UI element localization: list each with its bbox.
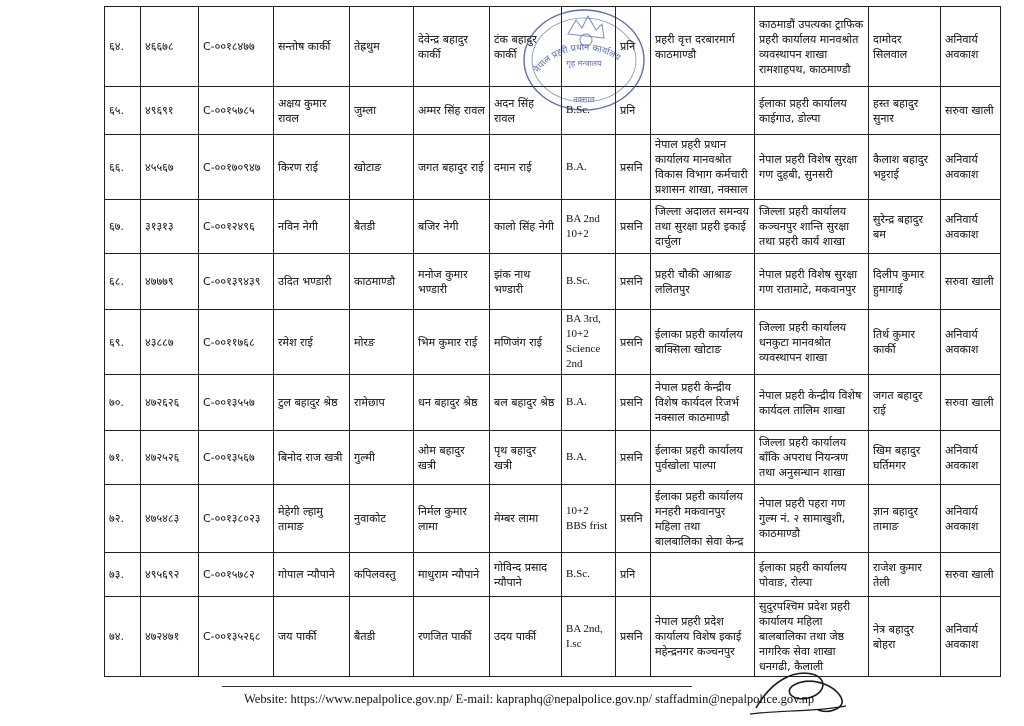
- father-name: माधुराम न्यौपाने: [414, 553, 490, 597]
- proposed-office: काठमाडौं उपत्यका ट्राफिक प्रहरी कार्यालय मानवश्रोत व्यवस्थापन शाखा रामशाहपथ, काठमाण्डौ: [755, 7, 869, 87]
- police-id: ४७७७९: [141, 254, 199, 310]
- education: BA 3rd, 10+2 Science 2nd: [562, 310, 616, 375]
- serial-number: ७१.: [105, 431, 141, 485]
- approver-name: कैलाश बहादुर भट्टराई: [869, 135, 941, 200]
- grandfather-name: झंक नाथ भण्डारी: [490, 254, 562, 310]
- transfer-type: अनिवार्य अवकाश: [941, 310, 1001, 375]
- rank: प्रसनि: [616, 135, 651, 200]
- current-office: [651, 553, 755, 597]
- proposed-office: ईलाका प्रहरी कार्यालय पोवाङ, रोल्पा: [755, 553, 869, 597]
- proposed-office: नेपाल प्रहरी पहरा गण गुल्म नं. २ सामाखुशी, काठमाण्डौ: [755, 485, 869, 553]
- current-office: जिल्ला अदालत समन्वय तथा सुरक्षा प्रहरी इकाई दार्चुला: [651, 200, 755, 254]
- home-district: रामेछाप: [350, 375, 414, 431]
- father-name: निर्मल कुमार लामा: [414, 485, 490, 553]
- serial-number: ७४.: [105, 597, 141, 677]
- police-id: ४७२४७१: [141, 597, 199, 677]
- home-district: बैतडी: [350, 200, 414, 254]
- father-name: अम्मर सिंह रावल: [414, 87, 490, 135]
- serial-number: ७२.: [105, 485, 141, 553]
- home-district: बैतडी: [350, 597, 414, 677]
- table-row: [105, 431, 1001, 485]
- serial-number: ६५.: [105, 87, 141, 135]
- table-row: [105, 135, 1001, 200]
- rank: प्रनि: [616, 7, 651, 87]
- serial-number: ६४.: [105, 7, 141, 87]
- officer-name: किरण राई: [274, 135, 350, 200]
- rank: प्रनि: [616, 553, 651, 597]
- approver-name: नेत्र बहादुर बोहरा: [869, 597, 941, 677]
- grandfather-name: उदय पार्की: [490, 597, 562, 677]
- education: BA 2nd, I.sc: [562, 597, 616, 677]
- transfer-type: अनिवार्य अवकाश: [941, 135, 1001, 200]
- table-row: [105, 375, 1001, 431]
- employee-code: C-००१२४९६: [199, 200, 274, 254]
- officer-name: उदित भण्डारी: [274, 254, 350, 310]
- current-office: प्रहरी चौकी आश्राङ ललितपुर: [651, 254, 755, 310]
- rank: प्रसनि: [616, 375, 651, 431]
- father-name: देवेन्द्र बहादुर कार्की: [414, 7, 490, 87]
- employee-code: C-००११७६८: [199, 310, 274, 375]
- serial-number: ६९.: [105, 310, 141, 375]
- seal-ministry-lettering: गृह मन्त्रालय: [566, 59, 602, 68]
- employee-code: C-००१३५५७: [199, 375, 274, 431]
- transfer-type: अनिवार्य अवकाश: [941, 200, 1001, 254]
- transfer-type: अनिवार्य अवकाश: [941, 7, 1001, 87]
- current-office: ईलाका प्रहरी कार्यालय पुर्वखोला पाल्पा: [651, 431, 755, 485]
- table-row: [105, 87, 1001, 135]
- grandfather-name: टंक बहादुर कार्की: [490, 7, 562, 87]
- police-id: ४६६७८: [141, 7, 199, 87]
- education: B.Sc.: [562, 553, 616, 597]
- proposed-office: जिल्ला प्रहरी कार्यालय बाँकि अपराध नियन्त्रण तथा अनुसन्धान शाखा: [755, 431, 869, 485]
- proposed-office: नेपाल प्रहरी विशेष सुरक्षा गण दुहबी, सुनसरी: [755, 135, 869, 200]
- police-id: ४३८८७: [141, 310, 199, 375]
- officer-name: सन्तोष कार्की: [274, 7, 350, 87]
- transfer-type: सरुवा खाली: [941, 254, 1001, 310]
- transfer-type: अनिवार्य अवकाश: [941, 485, 1001, 553]
- transfer-roster-table: [104, 6, 1001, 677]
- rank: प्रसनि: [616, 485, 651, 553]
- current-office: [651, 87, 755, 135]
- home-district: गुल्मी: [350, 431, 414, 485]
- police-id: ३१३१३: [141, 200, 199, 254]
- grandfather-name: कालो सिंह नेगी: [490, 200, 562, 254]
- proposed-office: नेपाल प्रहरी केन्द्रीय विशेष कार्यदल तालिम शाखा: [755, 375, 869, 431]
- footer-contact-line: Website: https://www.nepalpolice.gov.np/ E-mail: kapraphq@nepalpolice.gov.np/ staffadmin@nepalpolice.gov.np: [244, 692, 815, 706]
- proposed-office: सुदुरपश्चिम प्रदेश प्रहरी कार्यालय महिला बालबालिका तथा जेष्ठ नागरिक सेवा शाखा धनगढी, कैलाली: [755, 597, 869, 677]
- current-office: नेपाल प्रहरी प्रदेश कार्यालय विशेष इकाई महेन्द्रनगर कञ्चनपुर: [651, 597, 755, 677]
- home-district: काठमाण्डौ: [350, 254, 414, 310]
- current-office: नेपाल प्रहरी प्रधान कार्यालय मानवश्रोत विकास विभाग कर्मचारी प्रशासन शाखा, नक्साल: [651, 135, 755, 200]
- officer-name: टुल बहादुर श्रेष्ठ: [274, 375, 350, 431]
- employee-code: C-००१३८०२३: [199, 485, 274, 553]
- father-name: मनोज कुमार भण्डारी: [414, 254, 490, 310]
- table-row: [105, 310, 1001, 375]
- employee-code: C-००१५७८२: [199, 553, 274, 597]
- education: BA 2nd 10+2: [562, 200, 616, 254]
- officer-name: मेहेगी ल्हामु तामाङ: [274, 485, 350, 553]
- police-id: ४७२५२६: [141, 431, 199, 485]
- home-district: कपिलवस्तु: [350, 553, 414, 597]
- table-row: [105, 254, 1001, 310]
- rank: प्रसनि: [616, 254, 651, 310]
- serial-number: ७०.: [105, 375, 141, 431]
- transfer-type: अनिवार्य अवकाश: [941, 597, 1001, 677]
- father-name: भिम कुमार राई: [414, 310, 490, 375]
- approver-name: ज्ञान बहादुर तामाङ: [869, 485, 941, 553]
- father-name: जगत बहादुर राई: [414, 135, 490, 200]
- transfer-type: सरुवा खाली: [941, 87, 1001, 135]
- officer-name: नविन नेगी: [274, 200, 350, 254]
- transfer-type: सरुवा खाली: [941, 375, 1001, 431]
- police-id: ४७२६२६: [141, 375, 199, 431]
- home-district: खोटाङ: [350, 135, 414, 200]
- current-office: प्रहरी वृत्त दरबारमार्ग काठमाण्डौ: [651, 7, 755, 87]
- rank: प्रसनि: [616, 597, 651, 677]
- officer-name: बिनोद राज खत्री: [274, 431, 350, 485]
- table-row: [105, 200, 1001, 254]
- current-office: नेपाल प्रहरी केन्द्रीय विशेष कार्यदल रिजर्भ नक्साल काठमाण्डौ: [651, 375, 755, 431]
- employee-code: C-००१३५२६८: [199, 597, 274, 677]
- grandfather-name: मेम्बर लामा: [490, 485, 562, 553]
- rank: प्रनि: [616, 87, 651, 135]
- employee-code: C-००१३९४३९: [199, 254, 274, 310]
- education: B.A.: [562, 375, 616, 431]
- officer-name: रमेश राई: [274, 310, 350, 375]
- father-name: ओम बहादुर खत्री: [414, 431, 490, 485]
- rank: प्रसनि: [616, 310, 651, 375]
- officer-name: अक्षय कुमार रावल: [274, 87, 350, 135]
- serial-number: ६६.: [105, 135, 141, 200]
- education: B.Sc.: [562, 87, 616, 135]
- employee-code: C-००१७०९४७: [199, 135, 274, 200]
- education: 10+2 BBS frist: [562, 485, 616, 553]
- approver-name: दामोदर सिलवाल: [869, 7, 941, 87]
- proposed-office: जिल्ला प्रहरी कार्यालय कञ्चनपुर शान्ति सुरक्षा तथा प्रहरी कार्य शाखा: [755, 200, 869, 254]
- home-district: नुवाकोट: [350, 485, 414, 553]
- father-name: रणजित पार्की: [414, 597, 490, 677]
- employee-code: C-००१३५६७: [199, 431, 274, 485]
- approver-name: दिलीप कुमार हुमागाई: [869, 254, 941, 310]
- approver-name: जगत बहादुर राई: [869, 375, 941, 431]
- police-id: ४९५६९२: [141, 553, 199, 597]
- home-district: तेह्रथुम: [350, 7, 414, 87]
- seal-lettering: नेपाल प्रहरी प्रधान कार्यालय: [532, 42, 622, 75]
- table-row: [105, 553, 1001, 597]
- police-id: ४७५४८३: [141, 485, 199, 553]
- table-row: [105, 597, 1001, 677]
- approver-name: राजेश कुमार तेली: [869, 553, 941, 597]
- grandfather-name: गोविन्द प्रसाद न्यौपाने: [490, 553, 562, 597]
- employee-code: C-००१८४७७: [199, 7, 274, 87]
- officer-name: जय पार्की: [274, 597, 350, 677]
- rank: प्रसनि: [616, 200, 651, 254]
- transfer-type: सरुवा खाली: [941, 553, 1001, 597]
- officer-name: गोपाल न्यौपाने: [274, 553, 350, 597]
- education: B.A.: [562, 135, 616, 200]
- grandfather-name: अदन सिंह रावल: [490, 87, 562, 135]
- serial-number: ७३.: [105, 553, 141, 597]
- seal-place-lettering: नक्साल: [573, 95, 595, 104]
- rank: प्रसनि: [616, 431, 651, 485]
- proposed-office: ईलाका प्रहरी कार्यालय काईगाउ, डोल्पा: [755, 87, 869, 135]
- serial-number: ६८.: [105, 254, 141, 310]
- proposed-office: जिल्ला प्रहरी कार्यालय धनकुटा मानवश्रोत व्यवस्थापन शाखा: [755, 310, 869, 375]
- current-office: ईलाका प्रहरी कार्यालय बाक्सिला खोटाङ: [651, 310, 755, 375]
- home-district: जुम्ला: [350, 87, 414, 135]
- grandfather-name: पृथ बहादुर खत्री: [490, 431, 562, 485]
- home-district: मोरङ: [350, 310, 414, 375]
- proposed-office: नेपाल प्रहरी विशेष सुरक्षा गण रातामाटे, मकवानपुर: [755, 254, 869, 310]
- approver-name: सुरेन्द्र बहादुर बम: [869, 200, 941, 254]
- education: B.Sc.: [562, 254, 616, 310]
- grandfather-name: मणिजंग राई: [490, 310, 562, 375]
- current-office: ईलाका प्रहरी कार्यालय मनहरी मकवानपुर महिला तथा बालबालिका सेवा केन्द्र: [651, 485, 755, 553]
- approver-name: खिम बहादुर घर्तिमगर: [869, 431, 941, 485]
- grandfather-name: दमान राई: [490, 135, 562, 200]
- table-row: [105, 485, 1001, 553]
- footer-divider: [222, 686, 692, 687]
- father-name: बजिर नेगी: [414, 200, 490, 254]
- education: B.A.: [562, 431, 616, 485]
- approver-name: तिर्थ कुमार कार्की: [869, 310, 941, 375]
- police-id: ४९६९१: [141, 87, 199, 135]
- father-name: धन बहादुर श्रेष्ठ: [414, 375, 490, 431]
- serial-number: ६७.: [105, 200, 141, 254]
- employee-code: C-००१५७८५: [199, 87, 274, 135]
- police-id: ४५५६७: [141, 135, 199, 200]
- grandfather-name: बल बहादुर श्रेष्ठ: [490, 375, 562, 431]
- table-row: [105, 7, 1001, 87]
- education: [562, 7, 616, 87]
- approver-name: हस्त बहादुर सुनार: [869, 87, 941, 135]
- transfer-type: अनिवार्य अवकाश: [941, 431, 1001, 485]
